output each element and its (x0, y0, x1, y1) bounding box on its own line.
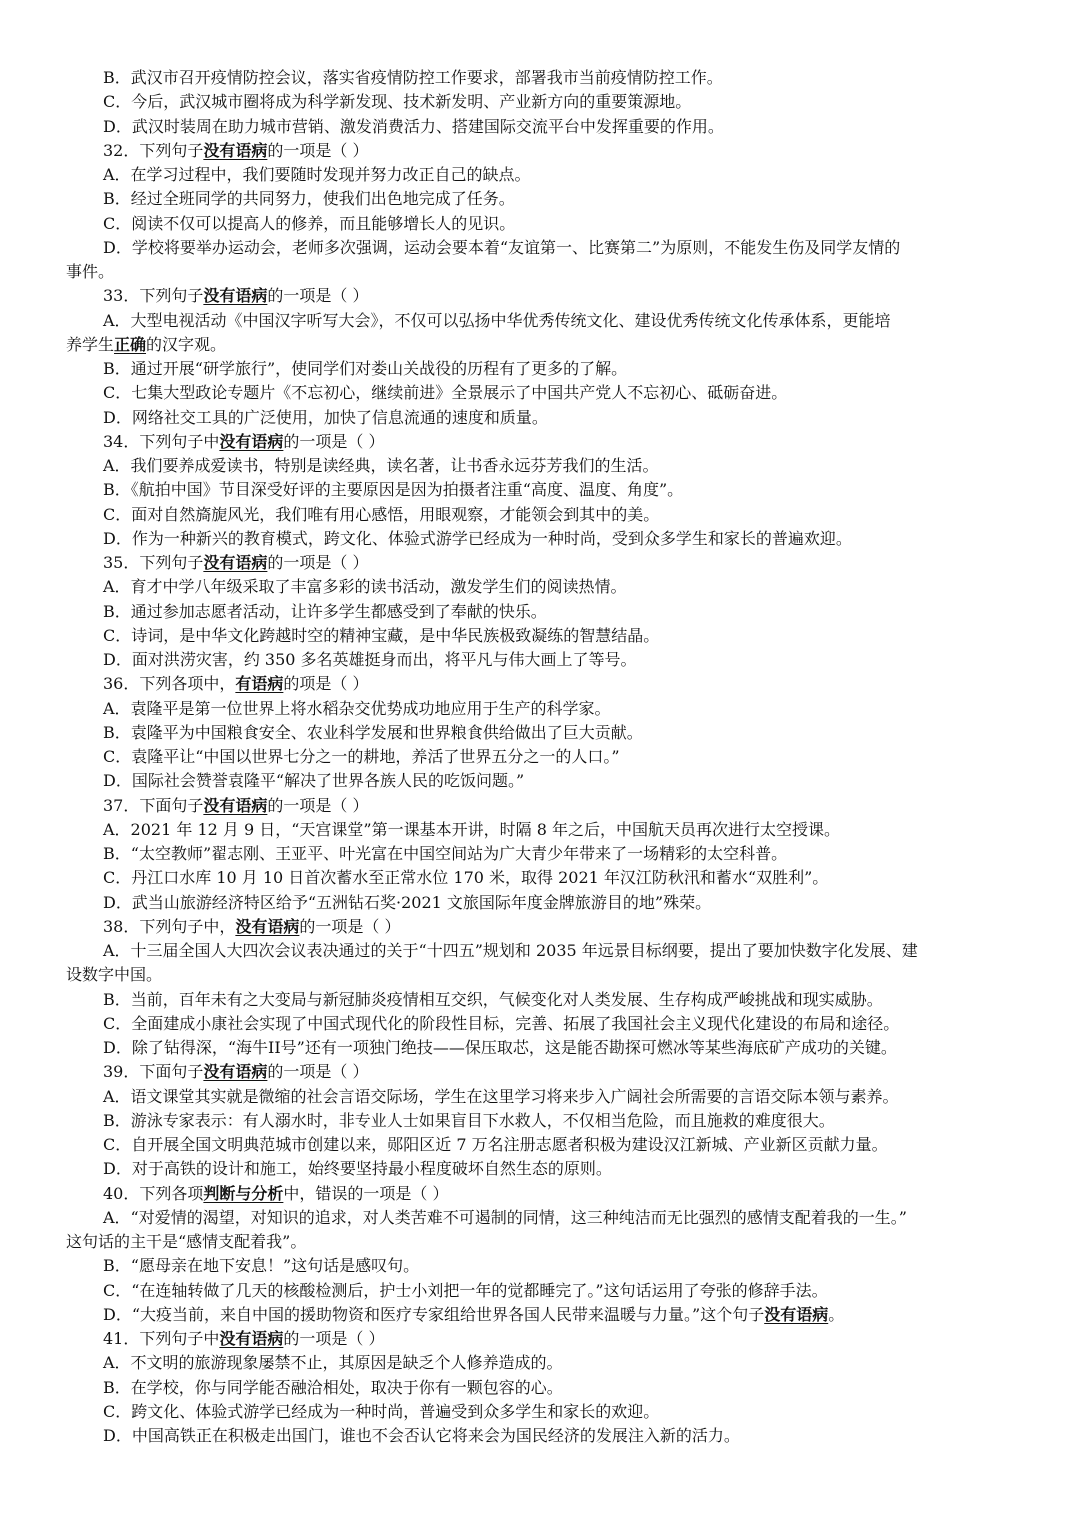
line-text: D．面对洪涝灾害，约 350 多名英雄挺身而出，将平凡与伟大画上了等号。 (103, 650, 637, 669)
line-text: D．武当山旅游经济特区给予“五洲钻石奖·2021 文旅国际年度金牌旅游目的地”殊荣。 (103, 892, 712, 912)
option-line (103, 1157, 612, 1181)
question-stem (103, 672, 368, 696)
line-text: 39．下面句子 (103, 1062, 204, 1082)
line-text: D．武汉时装周在助力城市营销、激发消费活力、搭建国际交流平台中发挥重要的作用。 (103, 116, 724, 136)
line-text: D．国际社会赞誉袁隆平“解决了世界各族人民的吃饭问题。” (103, 771, 525, 791)
line-text: B．在学校，你与同学能否融洽相处，取决于你有一颗包容的心。 (103, 1377, 563, 1397)
line-text: D．作为一种新兴的教育模式，跨文化、体验式游学已经成为一种时尚，受到众多学生和家长的普遍欢迎。 (103, 528, 852, 548)
option-line (103, 236, 900, 260)
line-text: C．袁隆平让“中国以世界七分之一的耕地，养活了世界五分之一的人口。” (103, 747, 620, 766)
line-text: C．全面建成小康社会实现了中国式现代化的阶段性目标，完善、拓展了我国社会主义现代化建设的布局和途径。 (103, 1013, 900, 1033)
line-text: B．袁隆平为中国粮食安全、农业科学发展和世界粮食供给做出了巨大贡献。 (103, 722, 643, 742)
line-text: B．通过参加志愿者活动，让许多学生都感受到了奉献的快乐。 (103, 601, 547, 621)
continuation-line (66, 963, 162, 987)
option-line (103, 988, 883, 1012)
question-stem (103, 139, 368, 163)
option-line (103, 1206, 907, 1230)
line-text: A．大型电视活动《中国汉字听写大会》，不仅可以弘扬中华优秀传统文化、建设优秀传统文化传承体系，更能培 (103, 310, 891, 330)
emphasis-text: 没有语病 (219, 431, 284, 451)
option-line (103, 1254, 419, 1278)
question-stem (103, 1327, 384, 1351)
question-stem (103, 1182, 448, 1206)
line-text-tail: 的一项是（ ） (283, 1329, 385, 1348)
option-line (103, 1376, 563, 1400)
emphasis-text: 没有语病 (219, 1329, 284, 1348)
option-line (103, 1012, 899, 1036)
line-text: D．除了钻得深，“海牛II号”还有一项独门绝技——保压取芯，这是能否勘探可燃冰等某些海底矿产成功的关键。 (103, 1038, 897, 1057)
option-line (103, 357, 627, 381)
line-text: 这句话的主干是“感情支配着我”。 (66, 1232, 307, 1251)
line-text: D．对于高铁的设计和施工，始终要坚持最小程度破坏自然生态的原则。 (103, 1159, 612, 1179)
line-text: 37．下面句子 (103, 795, 204, 815)
line-text-tail: 。 (828, 1304, 845, 1324)
option-line (103, 212, 515, 236)
line-text: B．“太空教师”翟志刚、王亚平、叶光富在中国空间站为广大青少年带来了一场精彩的太空科普。 (103, 844, 788, 863)
line-text: C．丹江口水库 10 月 10 日首次蓄水至正常水位 170 米，取得 2021 年汉江防秋汛和蓄水“双胜利”。 (103, 868, 829, 888)
option-line (103, 721, 643, 745)
line-text: C．“在连轴转做了几天的核酸检测后，护士小刘把一年的觉都睡完了。”这句话运用了夸张的修辞手法。 (103, 1280, 828, 1300)
line-text: A．在学习过程中，我们要随时发现并努力改正自己的缺点。 (103, 165, 531, 184)
line-text: C．诗词，是中华文化跨越时空的精神宝藏，是中华民族极致凝练的智慧结晶。 (103, 625, 660, 645)
line-text: C．跨文化、体验式游学已经成为一种时尚，普遍受到众多学生和家长的欢迎。 (103, 1401, 660, 1421)
option-line (103, 478, 683, 502)
emphasis-text: 没有语病 (203, 1062, 268, 1082)
emphasis-text: 没有语病 (203, 553, 268, 572)
option-line (103, 66, 723, 90)
line-text: B．当前，百年未有之大变局与新冠肺炎疫情相互交织，气候变化对人类发展、生存构成严峻挑战和现实威胁。 (103, 989, 883, 1009)
line-text-tail: 的一项是（ ） (267, 140, 369, 160)
option-line (103, 1279, 828, 1303)
line-text: D．网络社交工具的广泛使用，加快了信息流通的速度和质量。 (103, 407, 548, 427)
line-text-tail: 的一项是（ ） (283, 431, 385, 451)
emphasis-text: 没有语病 (203, 286, 268, 306)
line-text: 养学生 (66, 334, 115, 354)
option-line (103, 1133, 888, 1157)
option-line (103, 891, 711, 915)
emphasis-text: 没有语病 (764, 1304, 829, 1324)
option-line (103, 1424, 740, 1448)
line-text: D．“大疫当前，来自中国的援助物资和医疗专家组给世界各国人民带来温暖与力量。”这个句子 (103, 1304, 765, 1324)
option-line (103, 163, 531, 187)
line-text: A．不文明的旅游现象屡禁不止，其原因是缺乏个人修养造成的。 (103, 1353, 563, 1373)
option-line (103, 1303, 844, 1327)
line-text-tail: 的汉字观。 (146, 334, 227, 354)
line-text: C．七集大型政论专题片《不忘初心，继续前进》全景展示了中国共产党人不忘初心、砥砺奋进。 (103, 383, 788, 403)
line-text-tail: 的一项是（ ） (267, 1062, 369, 1082)
option-line (103, 939, 918, 963)
emphasis-text: 没有语病 (203, 140, 268, 160)
option-line (103, 454, 659, 478)
line-text: B．《航拍中国》节目深受好评的主要原因是因为拍摄者注重“高度、温度、角度”。 (103, 480, 684, 500)
option-line (103, 866, 828, 890)
option-line (103, 624, 659, 648)
option-line (103, 697, 611, 721)
option-line (103, 1036, 897, 1060)
line-text: B．“愿母亲在地下安息！”这句话是感叹句。 (103, 1256, 420, 1276)
option-line (103, 1109, 835, 1133)
option-line (103, 381, 787, 405)
line-text: B．经过全班同学的共同努力，使我们出色地完成了任务。 (103, 189, 515, 209)
line-text: 41．下列句子中 (103, 1329, 220, 1348)
line-text-tail: 的项是（ ） (283, 674, 369, 694)
line-text: 事件。 (66, 262, 115, 281)
option-line (103, 769, 524, 793)
line-text: 设数字中国。 (66, 965, 163, 985)
question-stem (103, 284, 368, 308)
line-text-tail: 的一项是（ ） (267, 795, 369, 815)
line-text: B．游泳专家表示：有人溺水时，非专业人士如果盲目下水救人，不仅相当危险，而且施救的难度很大。 (103, 1110, 835, 1130)
option-line (103, 1400, 659, 1424)
line-text: C．今后，武汉城市圈将成为科学新发现、技术新发明、产业新方向的重要策源地。 (103, 92, 692, 112)
option-line (103, 1085, 899, 1109)
option-line (103, 600, 547, 624)
line-text: 35．下列句子 (103, 553, 204, 572)
line-text: A．育才中学八年级采取了丰富多彩的读书活动，激发学生们的阅读热情。 (103, 577, 627, 597)
line-text: A．“对爱情的渴望，对知识的追求，对人类苦难不可遏制的同情，这三种纯洁而无比强烈的感情支配着我的一生。” (103, 1207, 907, 1227)
emphasis-text: 判断与分析 (203, 1183, 284, 1203)
line-text: 36．下列各项中， (103, 674, 236, 694)
line-text: 38．下列句子中， (103, 916, 236, 936)
line-text-tail: 的一项是（ ） (267, 553, 369, 572)
line-text-tail: 的一项是（ ） (267, 286, 369, 306)
option-line (103, 406, 548, 430)
option-line (103, 187, 515, 211)
continuation-line (66, 333, 226, 357)
option-line (103, 575, 627, 599)
line-text: D．中国高铁正在积极走出国门，谁也不会否认它将来会为国民经济的发展注入新的活力。 (103, 1426, 740, 1445)
option-line (103, 818, 840, 842)
option-line (103, 115, 724, 139)
line-text-tail: 中，错误的一项是（ ） (283, 1183, 449, 1203)
emphasis-text: 没有语病 (203, 795, 268, 815)
line-text: 34．下列句子中 (103, 431, 220, 451)
emphasis-text: 正确 (114, 334, 147, 354)
emphasis-text: 有语病 (235, 674, 284, 694)
option-line (103, 90, 691, 114)
emphasis-text: 没有语病 (235, 916, 300, 936)
line-text: B．武汉市召开疫情防控会议，落实省疫情防控工作要求，部署我市当前疫情防控工作。 (103, 68, 723, 87)
question-stem (103, 915, 400, 939)
line-text: A．十三届全国人大四次会议表决通过的关于“十四五”规划和 2035 年远景目标纲要，提出了要加快数字化发展、建 (103, 941, 918, 960)
line-text: D．学校将要举办运动会，老师多次强调，运动会要本着“友谊第一、比赛第二”为原则，不能发生伤及同学友情的 (103, 237, 901, 257)
option-line (103, 309, 891, 333)
question-stem (103, 430, 384, 454)
line-text: A．2021 年 12 月 9 日，“天宫课堂”第一课基本开讲，时隔 8 年之后，中国航天员再次进行太空授课。 (103, 819, 840, 839)
line-text: 32．下列句子 (103, 140, 204, 160)
line-text: B．通过开展“研学旅行”，使同学们对娄山关战役的历程有了更多的了解。 (103, 359, 628, 378)
line-text: C．面对自然旖旎风光，我们唯有用心感悟，用眼观察，才能领会到其中的美。 (103, 504, 660, 524)
question-stem (103, 551, 368, 575)
question-stem (103, 794, 368, 818)
option-line (103, 648, 637, 672)
line-text: 33．下列句子 (103, 286, 204, 306)
option-line (103, 1351, 563, 1375)
line-text: A．袁隆平是第一位世界上将水稻杂交优势成功地应用于生产的科学家。 (103, 698, 611, 718)
line-text: A．我们要养成爱读书，特别是读经典，读名著，让书香永远芬芳我们的生活。 (103, 456, 659, 475)
line-text: 40．下列各项 (103, 1183, 204, 1203)
option-line (103, 745, 620, 769)
continuation-line (66, 1230, 306, 1254)
line-text: C．自开展全国文明典范城市创建以来，郧阳区近 7 万名注册志愿者积极为建设汉江新城、产业新区贡献力量。 (103, 1135, 888, 1154)
line-text: C．阅读不仅可以提高人的修养，而且能够增长人的见识。 (103, 213, 516, 233)
line-text: A．语文课堂其实就是微缩的社会言语交际场，学生在这里学习将来步入广阔社会所需要的言语交际本领与素养。 (103, 1086, 899, 1106)
continuation-line (66, 260, 114, 284)
option-line (103, 503, 659, 527)
option-line (103, 527, 852, 551)
line-text-tail: 的一项是（ ） (299, 916, 401, 936)
question-stem (103, 1060, 368, 1084)
option-line (103, 842, 787, 866)
